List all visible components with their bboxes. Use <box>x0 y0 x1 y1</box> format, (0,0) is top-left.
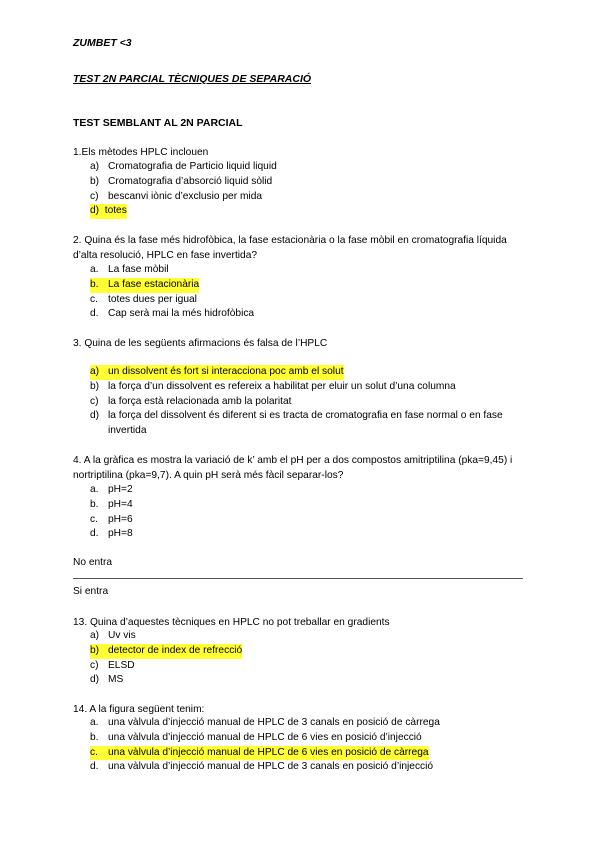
question-13: 13. Quina d’aquestes tècniques en HPLC no pot treballar en gradients <box>73 617 390 628</box>
question-2: 2. Quina és la fase més hidrofòbica, la fase estacionària o la fase mòbil en cromatografia líquida d’alta resolució, HPLC en fase invertida? <box>73 235 507 261</box>
option-item: a) Uv vis <box>90 630 136 641</box>
option-item: c) la força està relacionada amb la polaritat <box>90 395 292 407</box>
option-item: c) ELSD <box>90 659 135 671</box>
option-item: a. La fase mòbil <box>90 264 169 275</box>
option-item: b. pH=4 <box>90 498 133 510</box>
option-item-answer: d) totes <box>90 204 530 219</box>
question-14-options <box>90 716 530 775</box>
question-13-options <box>90 629 530 688</box>
option-item: c) bescanvi iònic d’exclusio per mida <box>90 190 263 202</box>
option-item: d. una vàlvula d’injecció manual de HPLC de 3 canals en posició d’injecció <box>90 761 434 773</box>
option-item: c. totes dues per igual <box>90 293 197 305</box>
option-item: a. pH=2 <box>90 484 133 495</box>
option-item: d. Cap serà mai la més hidrofòbica <box>90 308 255 320</box>
option-item: c. pH=6 <box>90 513 133 525</box>
option-item: b. una vàlvula d’injecció manual de HPLC de 6 vies en posició d’injecció <box>90 731 422 743</box>
question-3: 3. Quina de les següents afirmacions és falsa de l’HPLC <box>73 338 328 349</box>
question-14: 14. A la figura següent tenim: <box>73 704 205 715</box>
option-item: a) Cromatografia de Particio liquid liquid <box>90 161 277 172</box>
question-4: 4. A la gràfica es mostra la variació de k’ amb el pH per a dos compostos amitriptilina (pka=9,45) i nortriptilina (pka=9,7). A quin pH serà més fàcil separar-los? <box>73 455 513 481</box>
author-line: ZUMBET <3 <box>73 37 132 49</box>
page-title: TEST 2N PARCIAL TÈCNIQUES DE SEPARACIÓ <box>73 73 312 85</box>
option-item: b) la força d’un dissolvent es refereix a habilitat per eluir un solut d’una columna <box>90 380 456 392</box>
option-item-answer: b. La fase estacionària <box>90 278 530 293</box>
page-subtitle: TEST SEMBLANT AL 2N PARCIAL <box>73 117 243 129</box>
option-item: d) la força del dissolvent és diferent si es tracta de cromatografia en fase normal o en fase invertida <box>90 410 503 437</box>
option-item-answer: a) un dissolvent és fort si interacciona poc amb el solut <box>90 365 530 380</box>
question-2-options <box>90 263 530 322</box>
question-1-options <box>90 160 530 219</box>
question-1: 1.Els mètodes HPLC inclouen <box>73 147 209 158</box>
option-item: b) Cromatografia d’absorció liquid sòlid <box>90 175 273 187</box>
no-entra-label: No entra <box>73 557 113 568</box>
option-item-answer: c. una vàlvula d’injecció manual de HPLC de 6 vies en posició de càrrega <box>90 746 530 761</box>
option-item: d. pH=8 <box>90 528 133 540</box>
question-4-options <box>90 483 530 542</box>
option-item: a. una vàlvula d’injecció manual de HPLC de 3 canals en posició de càrrega <box>90 717 440 728</box>
option-item: d) MS <box>90 674 124 686</box>
question-3-options <box>90 365 530 439</box>
option-item-answer: b) detector de index de refrecció <box>90 644 530 659</box>
divider <box>73 578 523 579</box>
si-entra-label: Si entra <box>73 586 109 597</box>
